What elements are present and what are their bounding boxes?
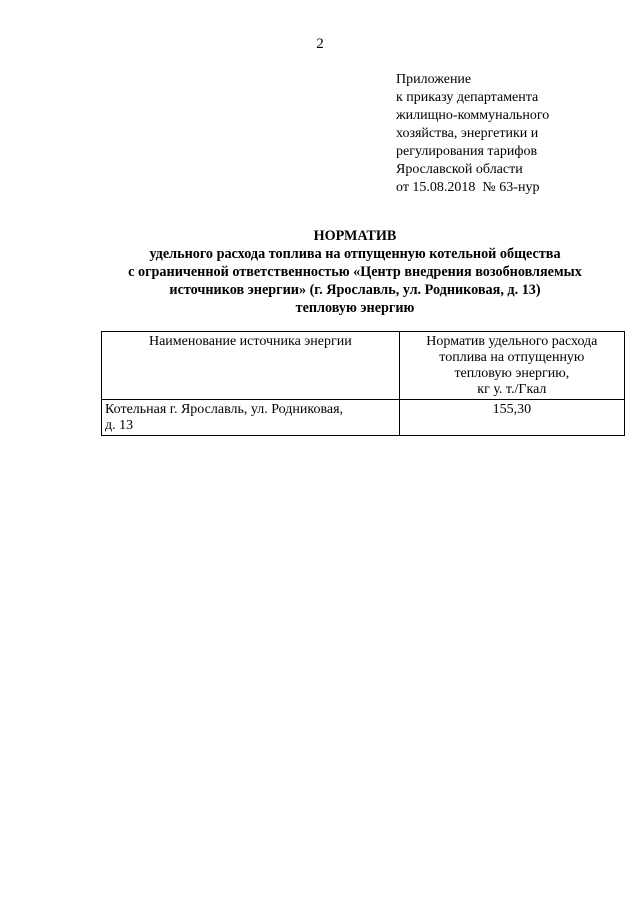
title-line: источников энергии» (г. Ярославль, ул. Родниковая, д. 13) [169, 282, 541, 298]
cell-source-line: Котельная г. Ярославль, ул. Родниковая, [105, 402, 344, 417]
title-line: тепловую энергию [295, 300, 415, 316]
cell-source-line: д. 13 [105, 418, 134, 433]
table-header-row [102, 332, 625, 400]
appendix-line: к приказу департамента [396, 90, 539, 105]
cell-source [102, 400, 400, 436]
appendix-line: Приложение [396, 72, 472, 87]
header-norm-line: тепловую энергию, [454, 366, 570, 381]
norm-table [101, 331, 625, 436]
header-norm [399, 332, 624, 400]
header-norm-line: кг у. т./Гкал [477, 382, 547, 397]
page-number: 2 [316, 36, 324, 52]
appendix-block [396, 71, 626, 197]
cell-norm-value: 155,30 [399, 400, 624, 436]
title-line: удельного расхода топлива на отпущенную котельной общества [149, 246, 561, 262]
header-source: Наименование источника энергии [102, 332, 400, 400]
title-heading: НОРМАТИВ [313, 228, 397, 244]
appendix-line: жилищно-коммунального [396, 108, 550, 123]
appendix-line: регулирования тарифов [396, 144, 538, 159]
table-row [102, 400, 625, 436]
header-norm-line: топлива на отпущенную [439, 350, 585, 365]
document-title [90, 227, 620, 317]
header-norm-line: Норматив удельного расхода [426, 334, 598, 349]
appendix-date-line: от 15.08.2018 № 63-нур [396, 180, 540, 195]
title-line: с ограниченной ответственностью «Центр внедрения возобновляемых [128, 264, 582, 280]
appendix-line: хозяйства, энергетики и [396, 126, 539, 141]
appendix-line: Ярославской области [396, 162, 523, 177]
